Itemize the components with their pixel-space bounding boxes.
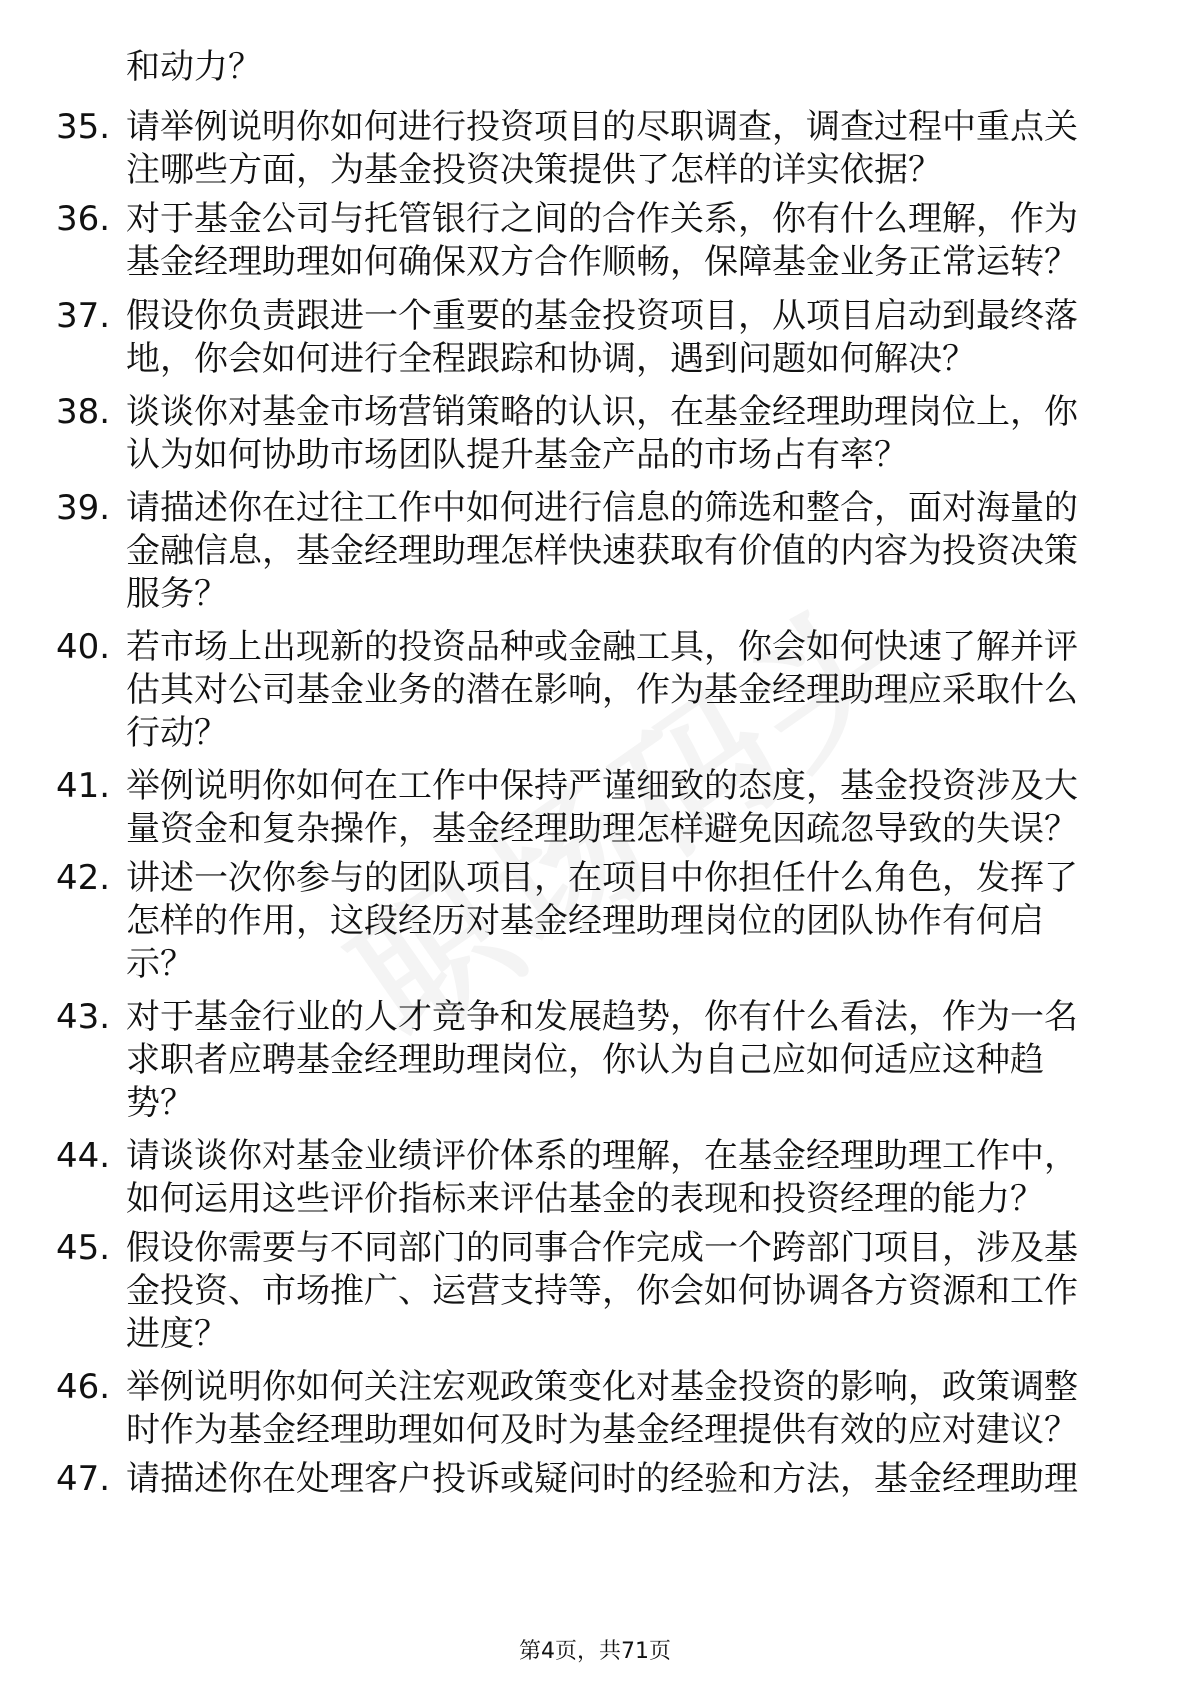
- question-text: [126, 487, 1116, 616]
- question-text: [126, 1366, 1116, 1452]
- question-line: 注哪些方面，为基金投资决策提供了怎样的详实依据？: [126, 150, 942, 190]
- question-line: 服务？: [126, 574, 228, 614]
- question-number: 38.: [56, 392, 111, 432]
- question-number: 37.: [56, 296, 111, 336]
- question-line: 请描述你在处理客户投诉或疑问时的经验和方法，基金经理助理: [126, 1459, 1078, 1499]
- question-line: 基金经理助理如何确保双方合作顺畅，保障基金业务正常运转？: [126, 242, 1078, 282]
- question-line: 量资金和复杂操作，基金经理助理怎样避免因疏忽导致的失误？: [126, 809, 1078, 849]
- question-line: 行动？: [126, 713, 228, 753]
- question-text: [126, 1135, 1116, 1221]
- question-line: 举例说明你如何关注宏观政策变化对基金投资的影响，政策调整: [126, 1367, 1078, 1407]
- question-line: 金融信息，基金经理助理怎样快速获取有价值的内容为投资决策: [126, 531, 1078, 571]
- question-text: [126, 106, 1116, 192]
- question-text: [126, 198, 1116, 284]
- question-line: 求职者应聘基金经理助理岗位，你认为自己应如何适应这种趋: [126, 1040, 1044, 1080]
- question-line: 认为如何协助市场团队提升基金产品的市场占有率？: [126, 435, 908, 475]
- question-line: 请谈谈你对基金业绩评价体系的理解，在基金经理助理工作中，: [126, 1136, 1078, 1176]
- question-line: 谈谈你对基金市场营销策略的认识，在基金经理助理岗位上，你: [126, 392, 1078, 432]
- page-footer: 第4页，共71页: [519, 1639, 671, 1664]
- question-line: 金投资、市场推广、运营支持等，你会如何协调各方资源和工作: [126, 1271, 1078, 1311]
- question-line: 势？: [126, 1083, 194, 1123]
- question-line: 进度？: [126, 1314, 228, 1354]
- question-number: 41.: [56, 766, 111, 806]
- question-number: 42.: [56, 858, 111, 898]
- question-number: 44.: [56, 1136, 111, 1176]
- question-line: 举例说明你如何在工作中保持严谨细致的态度，基金投资涉及大: [126, 766, 1078, 806]
- question-number: 43.: [56, 997, 111, 1037]
- question-line: 请举例说明你如何进行投资项目的尽职调查，调查过程中重点关: [126, 107, 1078, 147]
- question-line: 时作为基金经理助理如何及时为基金经理提供有效的应对建议？: [126, 1410, 1078, 1450]
- question-text: [126, 857, 1116, 986]
- question-text: [126, 1227, 1116, 1356]
- question-text: [126, 295, 1116, 381]
- question-number: 47.: [56, 1459, 111, 1499]
- question-number: 35.: [56, 107, 111, 147]
- question-text: [126, 626, 1116, 755]
- question-line: 怎样的作用，这段经历对基金经理助理岗位的团队协作有何启: [126, 901, 1044, 941]
- question-number: 45.: [56, 1228, 111, 1268]
- continuation-text: 和动力？: [126, 47, 262, 87]
- question-line: 如何运用这些评价指标来评估基金的表现和投资经理的能力？: [126, 1179, 1044, 1219]
- question-line: 讲述一次你参与的团队项目，在项目中你担任什么角色，发挥了: [126, 858, 1078, 898]
- question-number: 36.: [56, 199, 111, 239]
- question-text: [126, 1458, 1116, 1501]
- question-line: 请描述你在过往工作中如何进行信息的筛选和整合，面对海量的: [126, 488, 1078, 528]
- question-line: 假设你负责跟进一个重要的基金投资项目，从项目启动到最终落: [126, 296, 1078, 336]
- question-line: 地，你会如何进行全程跟踪和协调，遇到问题如何解决？: [126, 339, 976, 379]
- question-text: [126, 765, 1116, 851]
- question-line: 估其对公司基金业务的潜在影响，作为基金经理助理应采取什么: [126, 670, 1078, 710]
- question-number: 39.: [56, 488, 111, 528]
- question-line: 若市场上出现新的投资品种或金融工具，你会如何快速了解并评: [126, 627, 1078, 667]
- question-line: 对于基金行业的人才竞争和发展趋势，你有什么看法，作为一名: [126, 997, 1078, 1037]
- question-number: 46.: [56, 1367, 111, 1407]
- question-text: [126, 996, 1116, 1125]
- question-line: 示？: [126, 944, 194, 984]
- question-line: 假设你需要与不同部门的同事合作完成一个跨部门项目，涉及基: [126, 1228, 1078, 1268]
- question-text: [126, 391, 1116, 477]
- question-line: 对于基金公司与托管银行之间的合作关系，你有什么理解，作为: [126, 199, 1078, 239]
- question-number: 40.: [56, 627, 111, 667]
